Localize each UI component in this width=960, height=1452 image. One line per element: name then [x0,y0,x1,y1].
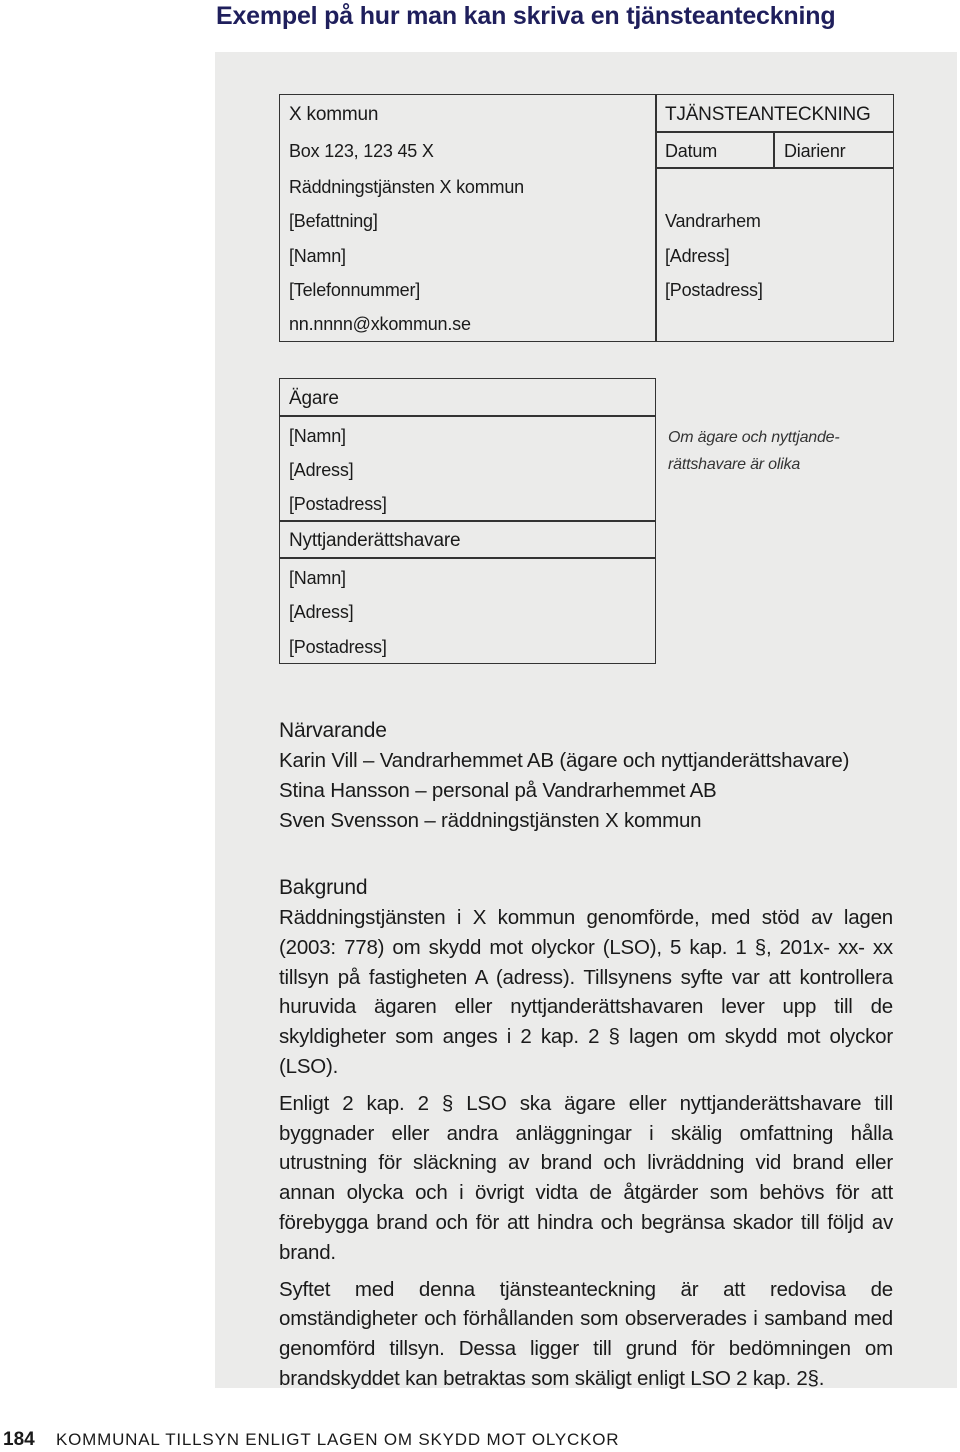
user-address: [Adress] [289,602,354,622]
owner-address: [Adress] [289,460,354,480]
present-title: Närvarande [279,719,387,742]
background-paragraph: Enligt 2 kap. 2 § LSO ska ägare eller nyttjanderättshavare till byggnader eller andra anläggningar i skälig omfattning hålla utrustning för släckning av brand och livräddning vid brand eller annan olycka och i övrigt vidta de åtgärder som behövs för att förebygga brand och för att hindra och begränsa skador till följd av brand. [279,1091,893,1264]
present-section [279,716,893,835]
user-title: Nyttjanderättshavare [289,530,461,551]
header-divider-date [655,167,894,169]
recipient-name: Vandrarhem [665,211,761,231]
footer-title: KOMMUNAL TILLSYN ENLIGT LAGEN OM SKYDD MOT OLYCKOR [56,1430,620,1449]
user-postal-address: [Postadress] [289,637,387,657]
recipient-address: [Adress] [665,246,730,266]
user-name: [Namn] [289,568,346,588]
sender-email: nn.nnnn@xkommun.se [289,314,471,334]
owner-name: [Namn] [289,426,346,446]
header-divider-datum-diarienr [773,131,775,168]
sender-position: [Befattning] [289,211,378,231]
sender-box-address: Box 123, 123 45 X [289,141,434,161]
user-divider-title [279,557,656,559]
present-line: Sven Svensson – räddningstjänsten X kommun [279,808,702,832]
page-footer [0,1428,960,1452]
page-number: 184 [3,1429,35,1450]
owner-title: Ägare [289,388,339,409]
owner-divider-section [279,520,656,522]
present-line: Stina Hansson – personal på Vandrarhemmet AB [279,778,717,802]
datum-label: Datum [665,141,718,161]
background-paragraph: Räddningstjänsten i X kommun genomförde, med stöd av lagen (2003: 778) om skydd mot olyckor (LSO), 5 kap. 1 §, 201x- xx- xx tillsyn på fastigheten A (adress). Tillsynens syfte var att kontrollera huruvida ägaren eller nyttjanderättshavaren lever upp till de skyldigheter som anges i 2 kap. 2 § lagen om skydd mot olyckor (LSO). [279,906,893,1078]
background-title: Bakgrund [279,876,368,899]
header-divider-title [655,131,894,133]
owner-note-line-1: Om ägare och nyttjande- [668,429,840,446]
owner-divider-title [279,415,656,417]
owner-postal-address: [Postadress] [289,494,387,514]
sender-department: Räddningstjänsten X kommun [289,177,524,197]
present-line: Karin Vill – Vandrarhemmet AB (ägare och nyttjanderättshavare) [279,749,850,772]
sender-org: X kommun [289,104,379,125]
recipient-postal-address: [Postadress] [665,280,763,300]
document-type-title: TJÄNSTEANTECKNING [665,104,871,125]
diarienr-label: Diarienr [784,141,846,161]
sender-phone: [Telefonnummer] [289,280,421,300]
background-paragraph: Syftet med denna tjänsteanteckning är att redovisa de omständigheter och förhållanden som observerades i samband med genomförd tillsyn. Dessa ligger till grund för bedömningen om brandskyddet kan betraktas som skäligt enligt LSO 2 kap. 2§. [279,1277,893,1390]
background-section [279,873,893,1394]
page-title: Exempel på hur man kan skriva en tjänsteanteckning [216,2,836,30]
sender-name: [Namn] [289,246,346,266]
owner-note-line-2: rättshavare är olika [668,456,801,473]
